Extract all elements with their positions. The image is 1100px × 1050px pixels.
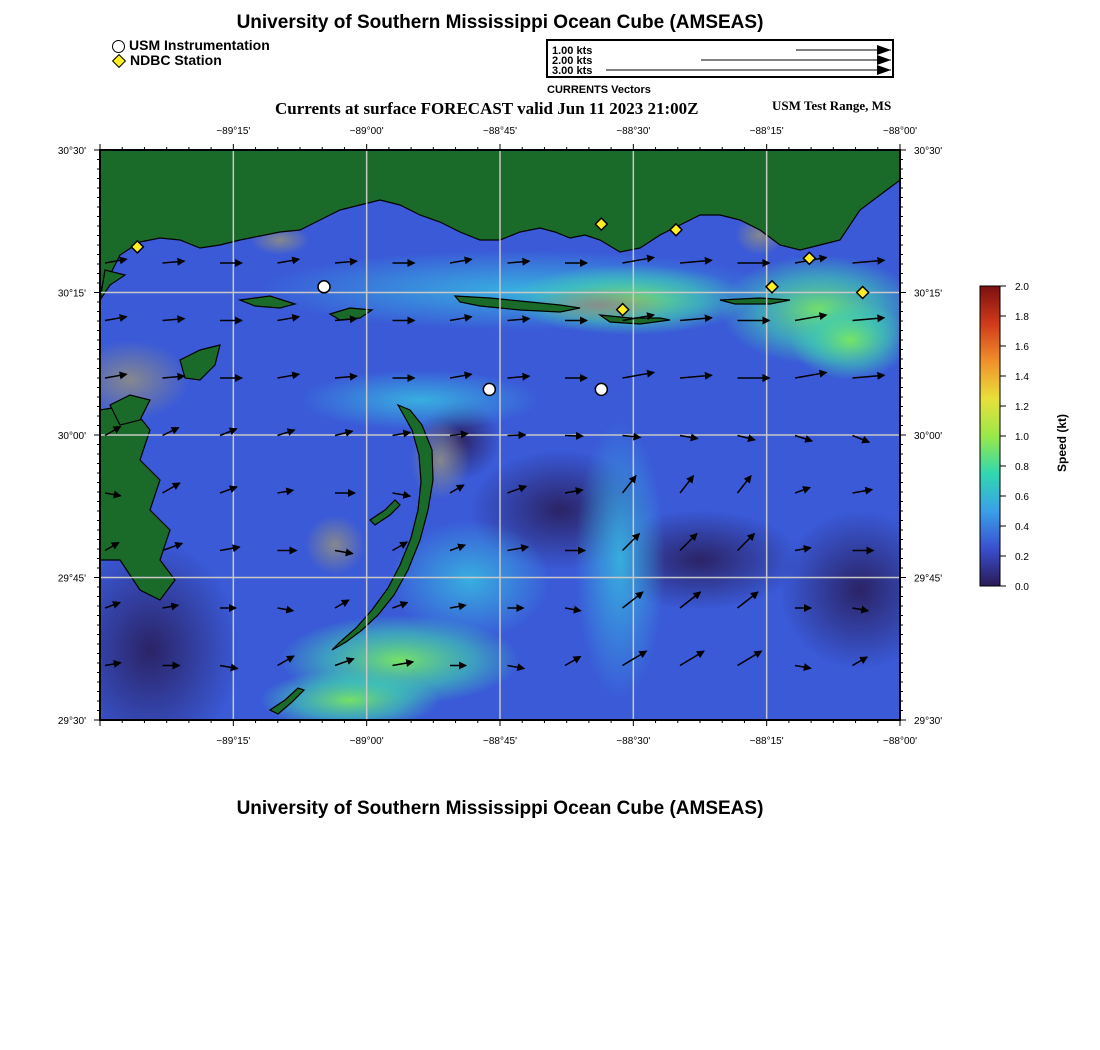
legend-ndbc-label: NDBC Station xyxy=(130,52,222,68)
lon-label-top: −88°30' xyxy=(616,126,651,137)
vector-legend-label-3: 3.00 kts xyxy=(552,65,593,77)
colorbar-tick-label: 1.8 xyxy=(1015,312,1029,323)
usm-station-marker xyxy=(318,281,330,293)
colorbar-tick-label: 0.8 xyxy=(1015,462,1029,473)
page-title: University of Southern Mississippi Ocean Cube (AMSEAS) xyxy=(236,12,764,33)
lon-label-top: −88°45' xyxy=(483,126,517,137)
colorbar-tick-label: 2.0 xyxy=(1015,282,1029,293)
colorbar-label: Speed (kt) xyxy=(1055,414,1069,473)
colorbar-ticks xyxy=(1000,282,1029,593)
current-vector xyxy=(508,435,526,436)
lon-label-bottom: −88°45' xyxy=(483,736,517,747)
lon-label-top: −88°15' xyxy=(749,126,784,137)
colorbar-tick-label: 1.2 xyxy=(1015,402,1029,413)
lon-label-bottom: −88°00' xyxy=(883,736,917,747)
footer-title: University of Southern Mississippi Ocean Cube (AMSEAS) xyxy=(236,798,764,819)
colorbar-tick-label: 1.6 xyxy=(1015,342,1029,353)
range-label: USM Test Range, MS xyxy=(772,98,892,113)
usm-station-marker xyxy=(595,383,607,395)
lat-label-right: 30°30' xyxy=(914,146,943,157)
colorbar-tick-label: 1.4 xyxy=(1015,372,1029,383)
usm-station-marker xyxy=(483,383,495,395)
vector-legend-label-1: 1.00 kts xyxy=(552,45,593,57)
lon-label-bottom: −88°15' xyxy=(749,736,784,747)
colorbar xyxy=(975,280,1055,600)
lat-label-right: 29°30' xyxy=(914,716,943,727)
vector-legend-caption: CURRENTS Vectors xyxy=(547,84,651,96)
lon-label-bottom: −88°30' xyxy=(616,736,651,747)
lat-label-left: 29°45' xyxy=(57,573,86,585)
colorbar-ramp xyxy=(980,286,1000,586)
lon-label-top: −89°00' xyxy=(349,126,384,137)
forecast-title: Currents at surface FORECAST valid Jun 11 2023 21:00Z xyxy=(275,99,699,118)
lat-label-left: 30°30' xyxy=(57,146,86,157)
colorbar-tick-label: 0.2 xyxy=(1015,552,1029,563)
colorbar-tick-label: 0.0 xyxy=(1015,582,1029,593)
lat-label-right: 30°00' xyxy=(914,431,943,442)
lat-label-left: 30°00' xyxy=(57,431,86,442)
legend-usm-label: USM Instrumentation xyxy=(129,37,270,53)
current-vector xyxy=(565,436,583,437)
lon-label-top: −88°00' xyxy=(883,126,917,137)
lat-label-left: 30°15' xyxy=(57,288,86,300)
colorbar-tick-label: 0.4 xyxy=(1015,522,1029,533)
map-field xyxy=(57,150,943,760)
lon-label-bottom: −89°00' xyxy=(349,736,384,747)
lat-label-left: 29°30' xyxy=(57,716,86,727)
lon-label-top: −89°15' xyxy=(216,126,251,137)
lat-label-right: 30°15' xyxy=(914,288,943,300)
colorbar-tick-label: 0.6 xyxy=(1015,492,1029,503)
lon-label-bottom: −89°15' xyxy=(216,736,251,747)
vector-legend-label-2: 2.00 kts xyxy=(552,55,593,67)
lat-label-right: 29°45' xyxy=(914,573,943,585)
colorbar-tick-label: 1.0 xyxy=(1015,432,1029,443)
